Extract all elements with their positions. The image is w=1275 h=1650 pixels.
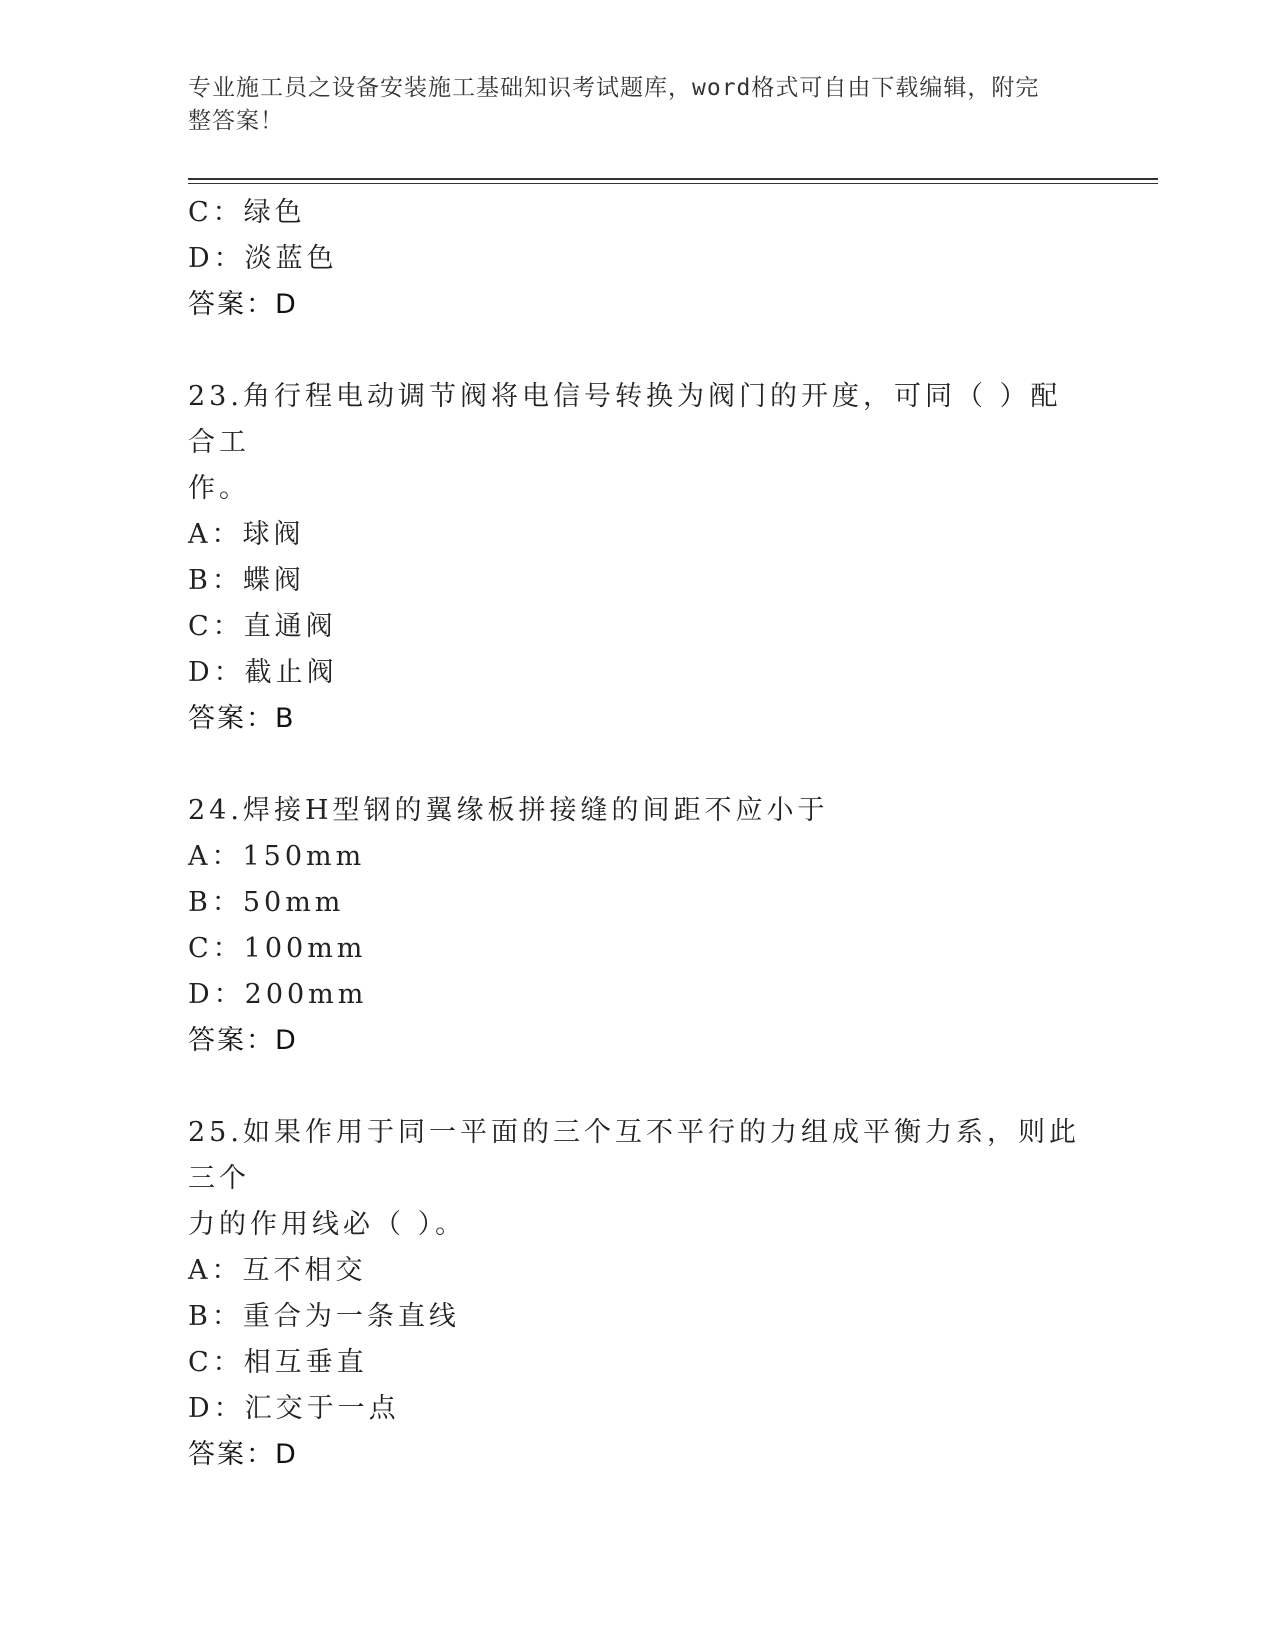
answer: 答案：D <box>188 1025 298 1056</box>
document-header <box>188 72 1088 138</box>
option-b: B：50mm <box>188 887 345 918</box>
spacer <box>188 1064 1088 1110</box>
question-stem-line-2: 作。 <box>188 473 250 504</box>
option-a: A：球阀 <box>188 519 305 550</box>
question-stem-line-1: 24.焊接H型钢的翼缘板拼接缝的间距不应小于 <box>188 795 829 826</box>
option-d: D：截止阀 <box>188 657 338 688</box>
header-rule-thin <box>188 183 1158 184</box>
question-list <box>188 190 1088 1478</box>
question-23 <box>188 374 1088 742</box>
question-22-tail <box>188 190 1088 328</box>
option-b: B：蝶阀 <box>188 565 305 596</box>
question-24 <box>188 788 1088 1064</box>
option-c: C：绿色 <box>188 197 306 228</box>
option-a: A：150mm <box>188 841 366 872</box>
option-c: C：100mm <box>188 933 367 964</box>
answer: 答案：B <box>188 703 296 734</box>
question-stem-line-2: 力的作用线必（ ）。 <box>188 1209 467 1240</box>
option-d: D：淡蓝色 <box>188 243 338 274</box>
header-rule-thick <box>188 178 1158 180</box>
option-c: C：相互垂直 <box>188 1347 368 1378</box>
question-25 <box>188 1110 1088 1478</box>
question-stem-line-1: 23.角行程电动调节阀将电信号转换为阀门的开度，可同（ ）配合工 <box>188 381 1062 458</box>
option-a: A：互不相交 <box>188 1255 367 1286</box>
option-d: D：200mm <box>188 979 368 1010</box>
option-b: B：重合为一条直线 <box>188 1301 460 1332</box>
question-stem-line-1: 25.如果作用于同一平面的三个互不平行的力组成平衡力系，则此三个 <box>188 1117 1080 1194</box>
answer: 答案：D <box>188 289 298 320</box>
header-line-2: 整答案！ <box>188 108 284 134</box>
spacer <box>188 328 1088 374</box>
option-d: D：汇交于一点 <box>188 1393 400 1424</box>
option-c: C：直通阀 <box>188 611 337 642</box>
answer: 答案：D <box>188 1439 298 1470</box>
header-line-1: 专业施工员之设备安装施工基础知识考试题库，word格式可自由下载编辑，附完 <box>188 75 1040 101</box>
spacer <box>188 742 1088 788</box>
